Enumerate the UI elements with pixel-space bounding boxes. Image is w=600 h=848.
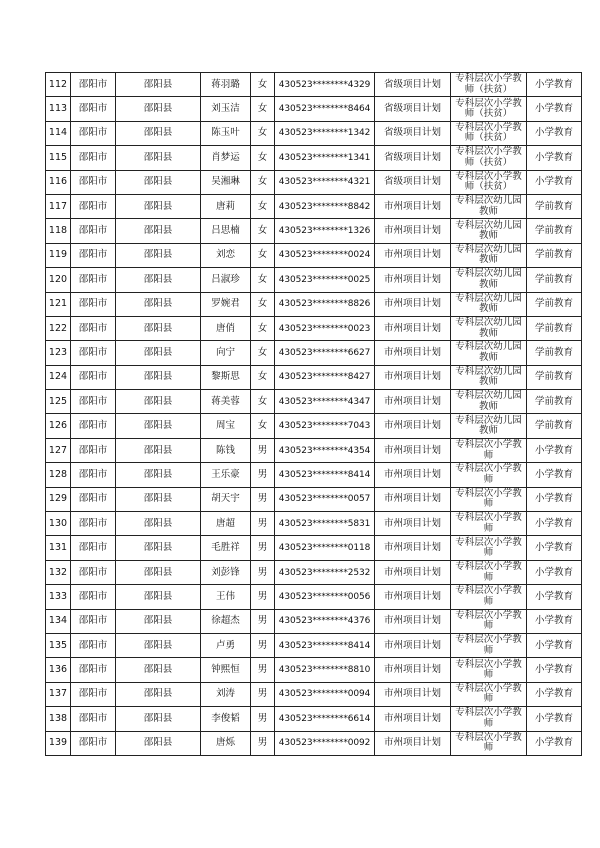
row-number-cell: 113: [46, 97, 71, 121]
table-row: [46, 633, 582, 657]
gender-cell: 男: [251, 438, 275, 462]
category-cell: 专科层次小学教师（扶贫）: [451, 146, 527, 170]
city-cell: 邵阳市: [71, 316, 116, 340]
name-cell: 唐俏: [201, 316, 251, 340]
gender-cell: 男: [251, 560, 275, 584]
table-row: [46, 73, 582, 97]
name-cell: 吕思楠: [201, 219, 251, 243]
row-number-cell: 130: [46, 512, 71, 536]
county-cell: 邵阳县: [116, 194, 201, 218]
table-row: [46, 316, 582, 340]
row-number-cell: 128: [46, 463, 71, 487]
id-number-cell: 430523********8427: [275, 365, 375, 389]
gender-cell: 男: [251, 707, 275, 731]
id-number-cell: 430523********0023: [275, 316, 375, 340]
plan-cell: 省级项目计划: [375, 170, 451, 194]
category-cell: 专科层次小学教师: [451, 585, 527, 609]
gender-cell: 女: [251, 146, 275, 170]
row-number-cell: 132: [46, 560, 71, 584]
county-cell: 邵阳县: [116, 365, 201, 389]
category-cell: 专科层次小学教师: [451, 536, 527, 560]
row-number-cell: 136: [46, 658, 71, 682]
city-cell: 邵阳市: [71, 707, 116, 731]
category-cell: 专科层次幼儿园教师: [451, 341, 527, 365]
county-cell: 邵阳县: [116, 73, 201, 97]
category-cell: 专科层次小学教师: [451, 682, 527, 706]
county-cell: 邵阳县: [116, 219, 201, 243]
gender-cell: 女: [251, 268, 275, 292]
id-number-cell: 430523********7043: [275, 414, 375, 438]
gender-cell: 女: [251, 121, 275, 145]
subject-cell: 学前教育: [527, 268, 582, 292]
subject-cell: 学前教育: [527, 292, 582, 316]
id-number-cell: 430523********0092: [275, 731, 375, 755]
row-number-cell: 123: [46, 341, 71, 365]
category-cell: 专科层次小学教师: [451, 633, 527, 657]
gender-cell: 女: [251, 390, 275, 414]
county-cell: 邵阳县: [116, 585, 201, 609]
id-number-cell: 430523********0057: [275, 487, 375, 511]
plan-cell: 市州项目计划: [375, 512, 451, 536]
row-number-cell: 131: [46, 536, 71, 560]
county-cell: 邵阳县: [116, 560, 201, 584]
county-cell: 邵阳县: [116, 658, 201, 682]
category-cell: 专科层次小学教师（扶贫）: [451, 73, 527, 97]
subject-cell: 学前教育: [527, 219, 582, 243]
category-cell: 专科层次幼儿园教师: [451, 292, 527, 316]
city-cell: 邵阳市: [71, 731, 116, 755]
city-cell: 邵阳市: [71, 414, 116, 438]
id-number-cell: 430523********4347: [275, 390, 375, 414]
id-number-cell: 430523********0094: [275, 682, 375, 706]
gender-cell: 女: [251, 292, 275, 316]
plan-cell: 市州项目计划: [375, 463, 451, 487]
row-number-cell: 114: [46, 121, 71, 145]
category-cell: 专科层次小学教师: [451, 731, 527, 755]
subject-cell: 小学教育: [527, 463, 582, 487]
plan-cell: 省级项目计划: [375, 121, 451, 145]
gender-cell: 男: [251, 512, 275, 536]
name-cell: 刘恋: [201, 243, 251, 267]
county-cell: 邵阳县: [116, 292, 201, 316]
row-number-cell: 118: [46, 219, 71, 243]
category-cell: 专科层次小学教师: [451, 487, 527, 511]
id-number-cell: 430523********8464: [275, 97, 375, 121]
city-cell: 邵阳市: [71, 487, 116, 511]
plan-cell: 省级项目计划: [375, 73, 451, 97]
plan-cell: 市州项目计划: [375, 585, 451, 609]
subject-cell: 小学教育: [527, 585, 582, 609]
gender-cell: 女: [251, 194, 275, 218]
name-cell: 陈玉叶: [201, 121, 251, 145]
county-cell: 邵阳县: [116, 487, 201, 511]
table-row: [46, 512, 582, 536]
id-number-cell: 430523********5831: [275, 512, 375, 536]
county-cell: 邵阳县: [116, 512, 201, 536]
category-cell: 专科层次小学教师（扶贫）: [451, 170, 527, 194]
subject-cell: 小学教育: [527, 682, 582, 706]
category-cell: 专科层次小学教师: [451, 438, 527, 462]
name-cell: 吴湘琳: [201, 170, 251, 194]
county-cell: 邵阳县: [116, 316, 201, 340]
plan-cell: 市州项目计划: [375, 365, 451, 389]
id-number-cell: 430523********8414: [275, 463, 375, 487]
county-cell: 邵阳县: [116, 707, 201, 731]
name-cell: 陈钱: [201, 438, 251, 462]
county-cell: 邵阳县: [116, 438, 201, 462]
county-cell: 邵阳县: [116, 414, 201, 438]
city-cell: 邵阳市: [71, 633, 116, 657]
table-row: [46, 170, 582, 194]
row-number-cell: 137: [46, 682, 71, 706]
county-cell: 邵阳县: [116, 121, 201, 145]
row-number-cell: 116: [46, 170, 71, 194]
subject-cell: 学前教育: [527, 390, 582, 414]
id-number-cell: 430523********2532: [275, 560, 375, 584]
city-cell: 邵阳市: [71, 390, 116, 414]
gender-cell: 女: [251, 170, 275, 194]
row-number-cell: 135: [46, 633, 71, 657]
table-row: [46, 487, 582, 511]
table-row: [46, 707, 582, 731]
table-row: [46, 292, 582, 316]
subject-cell: 小学教育: [527, 658, 582, 682]
gender-cell: 女: [251, 365, 275, 389]
category-cell: 专科层次幼儿园教师: [451, 268, 527, 292]
plan-cell: 市州项目计划: [375, 609, 451, 633]
plan-cell: 省级项目计划: [375, 97, 451, 121]
name-cell: 李俊韬: [201, 707, 251, 731]
row-number-cell: 112: [46, 73, 71, 97]
county-cell: 邵阳县: [116, 390, 201, 414]
county-cell: 邵阳县: [116, 633, 201, 657]
name-cell: 胡天宇: [201, 487, 251, 511]
table-row: [46, 438, 582, 462]
name-cell: 卢勇: [201, 633, 251, 657]
name-cell: 王伟: [201, 585, 251, 609]
name-cell: 毛胜祥: [201, 536, 251, 560]
category-cell: 专科层次幼儿园教师: [451, 316, 527, 340]
row-number-cell: 138: [46, 707, 71, 731]
subject-cell: 小学教育: [527, 438, 582, 462]
city-cell: 邵阳市: [71, 194, 116, 218]
county-cell: 邵阳县: [116, 170, 201, 194]
name-cell: 周宝: [201, 414, 251, 438]
name-cell: 蒋羽璐: [201, 73, 251, 97]
gender-cell: 女: [251, 243, 275, 267]
subject-cell: 小学教育: [527, 609, 582, 633]
county-cell: 邵阳县: [116, 243, 201, 267]
id-number-cell: 430523********6627: [275, 341, 375, 365]
plan-cell: 市州项目计划: [375, 414, 451, 438]
table-row: [46, 658, 582, 682]
id-number-cell: 430523********1326: [275, 219, 375, 243]
category-cell: 专科层次小学教师（扶贫）: [451, 121, 527, 145]
row-number-cell: 129: [46, 487, 71, 511]
subject-cell: 小学教育: [527, 73, 582, 97]
id-number-cell: 430523********8842: [275, 194, 375, 218]
subject-cell: 学前教育: [527, 316, 582, 340]
gender-cell: 男: [251, 585, 275, 609]
table-row: [46, 341, 582, 365]
category-cell: 专科层次小学教师: [451, 463, 527, 487]
id-number-cell: 430523********0056: [275, 585, 375, 609]
row-number-cell: 127: [46, 438, 71, 462]
id-number-cell: 430523********1342: [275, 121, 375, 145]
city-cell: 邵阳市: [71, 341, 116, 365]
id-number-cell: 430523********0118: [275, 536, 375, 560]
name-cell: 唐莉: [201, 194, 251, 218]
subject-cell: 小学教育: [527, 633, 582, 657]
gender-cell: 男: [251, 633, 275, 657]
plan-cell: 市州项目计划: [375, 316, 451, 340]
id-number-cell: 430523********0025: [275, 268, 375, 292]
id-number-cell: 430523********4354: [275, 438, 375, 462]
id-number-cell: 430523********6614: [275, 707, 375, 731]
table-row: [46, 414, 582, 438]
roster-table: [45, 72, 582, 756]
category-cell: 专科层次幼儿园教师: [451, 414, 527, 438]
plan-cell: 市州项目计划: [375, 268, 451, 292]
plan-cell: 省级项目计划: [375, 146, 451, 170]
city-cell: 邵阳市: [71, 463, 116, 487]
city-cell: 邵阳市: [71, 146, 116, 170]
plan-cell: 市州项目计划: [375, 219, 451, 243]
id-number-cell: 430523********0024: [275, 243, 375, 267]
category-cell: 专科层次幼儿园教师: [451, 365, 527, 389]
subject-cell: 小学教育: [527, 731, 582, 755]
table-row: [46, 390, 582, 414]
category-cell: 专科层次小学教师: [451, 512, 527, 536]
city-cell: 邵阳市: [71, 512, 116, 536]
city-cell: 邵阳市: [71, 585, 116, 609]
county-cell: 邵阳县: [116, 268, 201, 292]
name-cell: 钟熙恒: [201, 658, 251, 682]
city-cell: 邵阳市: [71, 292, 116, 316]
city-cell: 邵阳市: [71, 121, 116, 145]
gender-cell: 男: [251, 536, 275, 560]
gender-cell: 女: [251, 341, 275, 365]
row-number-cell: 120: [46, 268, 71, 292]
table-row: [46, 682, 582, 706]
category-cell: 专科层次幼儿园教师: [451, 219, 527, 243]
name-cell: 徐超杰: [201, 609, 251, 633]
gender-cell: 男: [251, 731, 275, 755]
category-cell: 专科层次小学教师（扶贫）: [451, 97, 527, 121]
subject-cell: 学前教育: [527, 243, 582, 267]
category-cell: 专科层次小学教师: [451, 609, 527, 633]
table-row: [46, 97, 582, 121]
gender-cell: 男: [251, 682, 275, 706]
city-cell: 邵阳市: [71, 609, 116, 633]
id-number-cell: 430523********4321: [275, 170, 375, 194]
row-number-cell: 117: [46, 194, 71, 218]
table-row: [46, 731, 582, 755]
name-cell: 唐超: [201, 512, 251, 536]
subject-cell: 小学教育: [527, 560, 582, 584]
id-number-cell: 430523********1341: [275, 146, 375, 170]
plan-cell: 市州项目计划: [375, 243, 451, 267]
category-cell: 专科层次幼儿园教师: [451, 243, 527, 267]
row-number-cell: 121: [46, 292, 71, 316]
category-cell: 专科层次小学教师: [451, 560, 527, 584]
city-cell: 邵阳市: [71, 73, 116, 97]
row-number-cell: 126: [46, 414, 71, 438]
gender-cell: 女: [251, 414, 275, 438]
city-cell: 邵阳市: [71, 219, 116, 243]
plan-cell: 市州项目计划: [375, 341, 451, 365]
county-cell: 邵阳县: [116, 341, 201, 365]
row-number-cell: 124: [46, 365, 71, 389]
row-number-cell: 134: [46, 609, 71, 633]
subject-cell: 学前教育: [527, 365, 582, 389]
row-number-cell: 122: [46, 316, 71, 340]
table-row: [46, 146, 582, 170]
table-row: [46, 560, 582, 584]
subject-cell: 学前教育: [527, 414, 582, 438]
county-cell: 邵阳县: [116, 536, 201, 560]
row-number-cell: 115: [46, 146, 71, 170]
id-number-cell: 430523********8414: [275, 633, 375, 657]
city-cell: 邵阳市: [71, 365, 116, 389]
name-cell: 刘涛: [201, 682, 251, 706]
category-cell: 专科层次幼儿园教师: [451, 390, 527, 414]
gender-cell: 男: [251, 658, 275, 682]
city-cell: 邵阳市: [71, 560, 116, 584]
table-row: [46, 243, 582, 267]
city-cell: 邵阳市: [71, 658, 116, 682]
plan-cell: 市州项目计划: [375, 292, 451, 316]
table-row: [46, 365, 582, 389]
name-cell: 吕淑珍: [201, 268, 251, 292]
county-cell: 邵阳县: [116, 609, 201, 633]
name-cell: 王乐豪: [201, 463, 251, 487]
city-cell: 邵阳市: [71, 268, 116, 292]
row-number-cell: 139: [46, 731, 71, 755]
county-cell: 邵阳县: [116, 97, 201, 121]
row-number-cell: 125: [46, 390, 71, 414]
county-cell: 邵阳县: [116, 682, 201, 706]
table-row: [46, 585, 582, 609]
category-cell: 专科层次小学教师: [451, 658, 527, 682]
row-number-cell: 133: [46, 585, 71, 609]
table-row: [46, 609, 582, 633]
subject-cell: 小学教育: [527, 146, 582, 170]
county-cell: 邵阳县: [116, 146, 201, 170]
plan-cell: 市州项目计划: [375, 707, 451, 731]
plan-cell: 市州项目计划: [375, 438, 451, 462]
name-cell: 蒋美蓉: [201, 390, 251, 414]
name-cell: 肖梦运: [201, 146, 251, 170]
subject-cell: 学前教育: [527, 341, 582, 365]
plan-cell: 市州项目计划: [375, 658, 451, 682]
city-cell: 邵阳市: [71, 243, 116, 267]
plan-cell: 市州项目计划: [375, 682, 451, 706]
gender-cell: 女: [251, 316, 275, 340]
gender-cell: 女: [251, 73, 275, 97]
name-cell: 刘彭锋: [201, 560, 251, 584]
subject-cell: 小学教育: [527, 170, 582, 194]
table-row: [46, 121, 582, 145]
name-cell: 黎斯思: [201, 365, 251, 389]
name-cell: 向宁: [201, 341, 251, 365]
table-row: [46, 194, 582, 218]
subject-cell: 小学教育: [527, 121, 582, 145]
plan-cell: 市州项目计划: [375, 633, 451, 657]
row-number-cell: 119: [46, 243, 71, 267]
table-row: [46, 268, 582, 292]
plan-cell: 市州项目计划: [375, 487, 451, 511]
id-number-cell: 430523********4376: [275, 609, 375, 633]
county-cell: 邵阳县: [116, 463, 201, 487]
gender-cell: 男: [251, 463, 275, 487]
category-cell: 专科层次幼儿园教师: [451, 194, 527, 218]
city-cell: 邵阳市: [71, 438, 116, 462]
city-cell: 邵阳市: [71, 97, 116, 121]
plan-cell: 市州项目计划: [375, 536, 451, 560]
gender-cell: 男: [251, 487, 275, 511]
subject-cell: 学前教育: [527, 194, 582, 218]
name-cell: 罗婉君: [201, 292, 251, 316]
gender-cell: 男: [251, 609, 275, 633]
subject-cell: 小学教育: [527, 487, 582, 511]
city-cell: 邵阳市: [71, 170, 116, 194]
plan-cell: 市州项目计划: [375, 390, 451, 414]
name-cell: 刘玉洁: [201, 97, 251, 121]
subject-cell: 小学教育: [527, 707, 582, 731]
subject-cell: 小学教育: [527, 536, 582, 560]
id-number-cell: 430523********8826: [275, 292, 375, 316]
plan-cell: 市州项目计划: [375, 731, 451, 755]
category-cell: 专科层次小学教师: [451, 707, 527, 731]
id-number-cell: 430523********4329: [275, 73, 375, 97]
city-cell: 邵阳市: [71, 536, 116, 560]
city-cell: 邵阳市: [71, 682, 116, 706]
gender-cell: 女: [251, 219, 275, 243]
id-number-cell: 430523********8810: [275, 658, 375, 682]
plan-cell: 市州项目计划: [375, 560, 451, 584]
name-cell: 唐烁: [201, 731, 251, 755]
subject-cell: 小学教育: [527, 97, 582, 121]
table-row: [46, 536, 582, 560]
plan-cell: 市州项目计划: [375, 194, 451, 218]
table-row: [46, 463, 582, 487]
county-cell: 邵阳县: [116, 731, 201, 755]
subject-cell: 小学教育: [527, 512, 582, 536]
table-row: [46, 219, 582, 243]
gender-cell: 女: [251, 97, 275, 121]
